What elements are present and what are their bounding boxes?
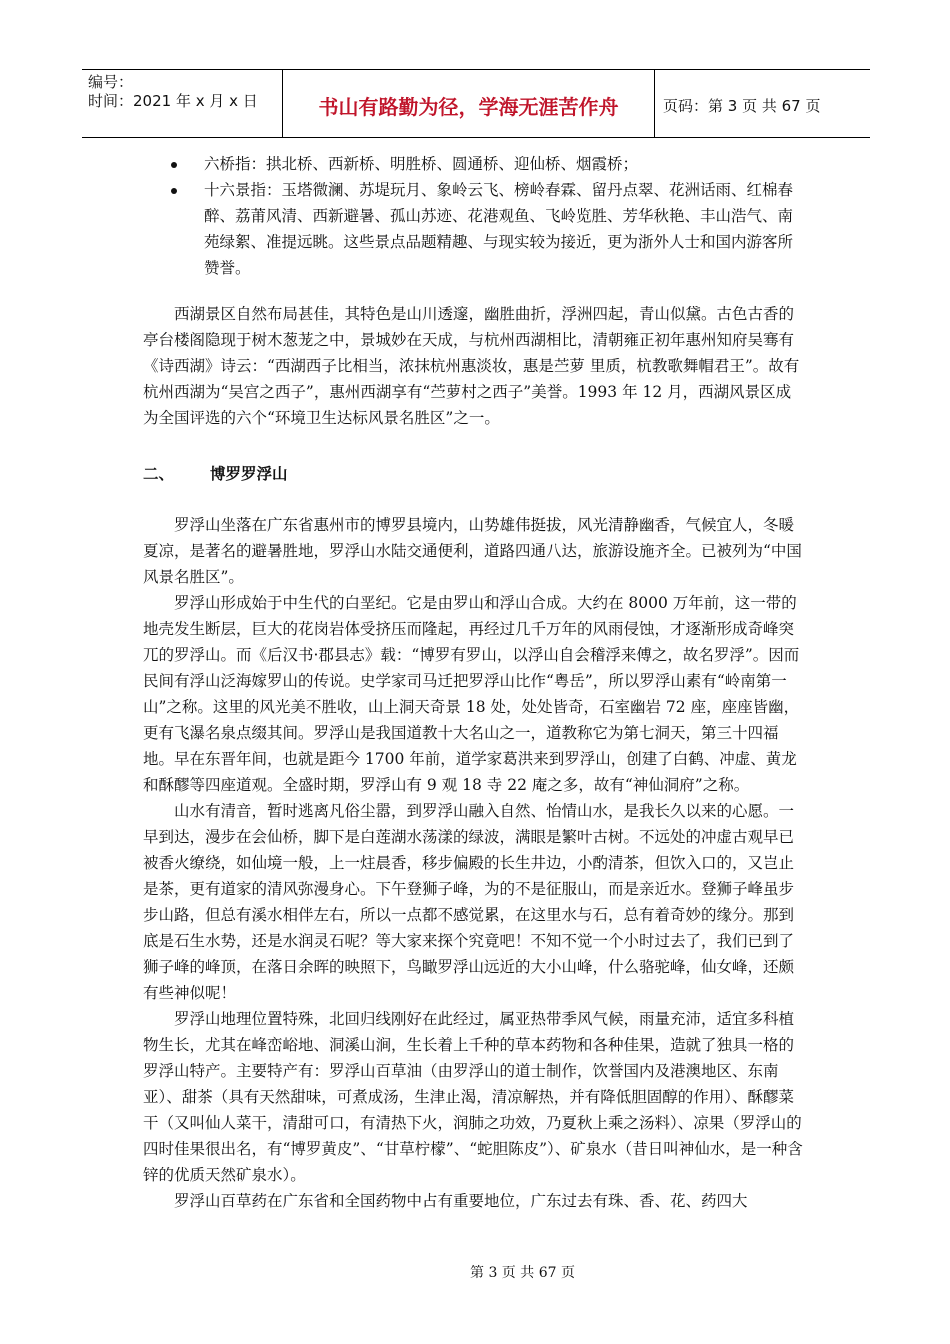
list-item-text: 十六景指：玉塔微澜、苏堤玩月、象岭云飞、榜岭春霖、留丹点翠、花洲话雨、红棉春醉、荔莆风清、西新避暑、孤山苏迹、花港观鱼、飞岭览胜、芳华秋艳、丰山浩气、南苑绿絮、准提远眺。这些景点品题精趣、与现实较为接近，更为浙外人士和国内游客所赞誉。 [204,181,794,277]
page-header [82,69,870,138]
header-motto: 书山有路勤为径，学海无涯苦作舟 [283,70,655,137]
list-item [143,177,805,281]
list-item-text: 六桥指：拱北桥、西新桥、明胜桥、圆通桥、迎仙桥、烟霞桥； [204,155,639,173]
list-item [143,151,805,177]
bullet-icon [171,162,177,168]
header-page-number: 页码：第 3 页 共 67 页 [663,97,821,115]
page-footer: 第 3 页 共 67 页 [470,1265,575,1281]
section-heading [143,461,805,487]
intro-paragraph: 西湖景区自然布局甚佳，其特色是山川透邃，幽胜曲折，浮洲四起，青山似黛。古色古香的亭台楼阁隐现于树木葱茏之中，景城妙在天成，与杭州西湖相比，清朝雍正初年惠州知府吴骞有《诗西湖》诗云：“西湖西子比相当，浓抹杭州惠淡妆，惠是苎萝 里质，杭教歌舞帽君王”。故有杭州西湖为“吴宫之西子”，惠州西湖享有“苎萝村之西子”美誉。1993 年 12 月，西湖风景区成为全国评选的六个“环境卫生达标风景名胜区”之一。 [143,305,800,427]
document-body [143,151,805,1214]
paragraph: 罗浮山地理位置特殊，北回归线刚好在此经过，属亚热带季风气候，雨量充沛，适宜多科植物生长，尤其在峰峦峪地、洞溪山涧，生长着上千种的草本药物和各种佳果，造就了独具一格的罗浮山特产。主要特产有：罗浮山百草油（由罗浮山的道士制作，饮誉国内及港澳地区、东南亚）、甜茶（具有天然甜味，可煮成汤，生津止渴，清凉解热，并有降低胆固醇的作用）、酥醪菜干（又叫仙人菜干，清甜可口，有清热下火，润肺之功效，乃夏秋上乘之汤料）、凉果（罗浮山的四时佳果很出名，有“博罗黄皮”、“甘草柠檬”、“蛇胆陈皮”）、矿泉水（昔日叫神仙水，是一种含锌的优质天然矿泉水）。 [143,1010,803,1184]
paragraph: 罗浮山坐落在广东省惠州市的博罗县境内，山势雄伟挺拔，风光清静幽香，气候宜人，冬暖夏凉，是著名的避暑胜地，罗浮山水陆交通便利，道路四通八达，旅游设施齐全。已被列为“中国风景名胜区”。 [143,516,802,586]
section-title: 博罗罗浮山 [210,465,288,483]
paragraph: 山水有清音，暂时逃离凡俗尘嚣，到罗浮山融入自然、怡情山水，是我长久以来的心愿。一早到达，漫步在会仙桥，脚下是白莲湖水荡漾的绿波，满眼是繁叶古树。不远处的冲虚古观早已被香火缭绕，如仙境一般，上一炷晨香，移步偏殿的长生井边，小酌清茶，但饮入口的，又岂止是茶，更有道家的清风弥漫身心。下午登狮子峰，为的不是征服山，而是亲近水。登狮子峰虽步步山路，但总有溪水相伴左右，所以一点都不感觉累，在这里水与石，总有着奇妙的缘分。那到底是石生水势，还是水润灵石呢？等大家来探个究竟吧！不知不觉一个小时过去了，我们已到了狮子峰的峰顶，在落日余晖的映照下，鸟瞰罗浮山远近的大小山峰，什么骆驼峰，仙女峰，还颇有些神似呢！ [143,802,795,1002]
bullet-list [143,151,805,281]
document-number-label: 编号： [88,73,134,91]
header-meta [82,70,283,137]
bullet-icon [171,188,177,194]
paragraph: 罗浮山形成始于中生代的白垩纪。它是由罗山和浮山合成。大约在 8000 万年前，这一带的地壳发生断层，巨大的花岗岩体受挤压而隆起，再经过几千万年的风雨侵蚀，才逐渐形成奇峰突兀的罗浮山。而《后汉书·郡县志》载：“博罗有罗山，以浮山自会稽浮来傅之，故名罗浮”。因而民间有浮山泛海嫁罗山的传说。史学家司马迁把罗浮山比作“粤岳”，所以罗浮山素有“岭南第一山”之称。这里的风光美不胜收，山上洞天奇景 18 处，处处皆奇，石室幽岩 72 座，座座皆幽，更有飞瀑名泉点缀其间。罗浮山是我国道教十大名山之一，道教称它为第七洞天，第三十四福地。早在东晋年间，也就是距今 1700 年前，道学家葛洪来到罗浮山，创建了白鹤、冲虚、黄龙和酥醪等四座道观。全盛时期，罗浮山有 9 观 18 寺 22 庵之多，故有“神仙洞府”之称。 [143,594,800,794]
paragraph: 罗浮山百草药在广东省和全国药物中占有重要地位，广东过去有珠、香、花、药四大 [174,1192,748,1210]
section-number: 二、 [143,465,175,483]
document-date: 时间：2021 年 x 月 x 日 [88,92,258,110]
